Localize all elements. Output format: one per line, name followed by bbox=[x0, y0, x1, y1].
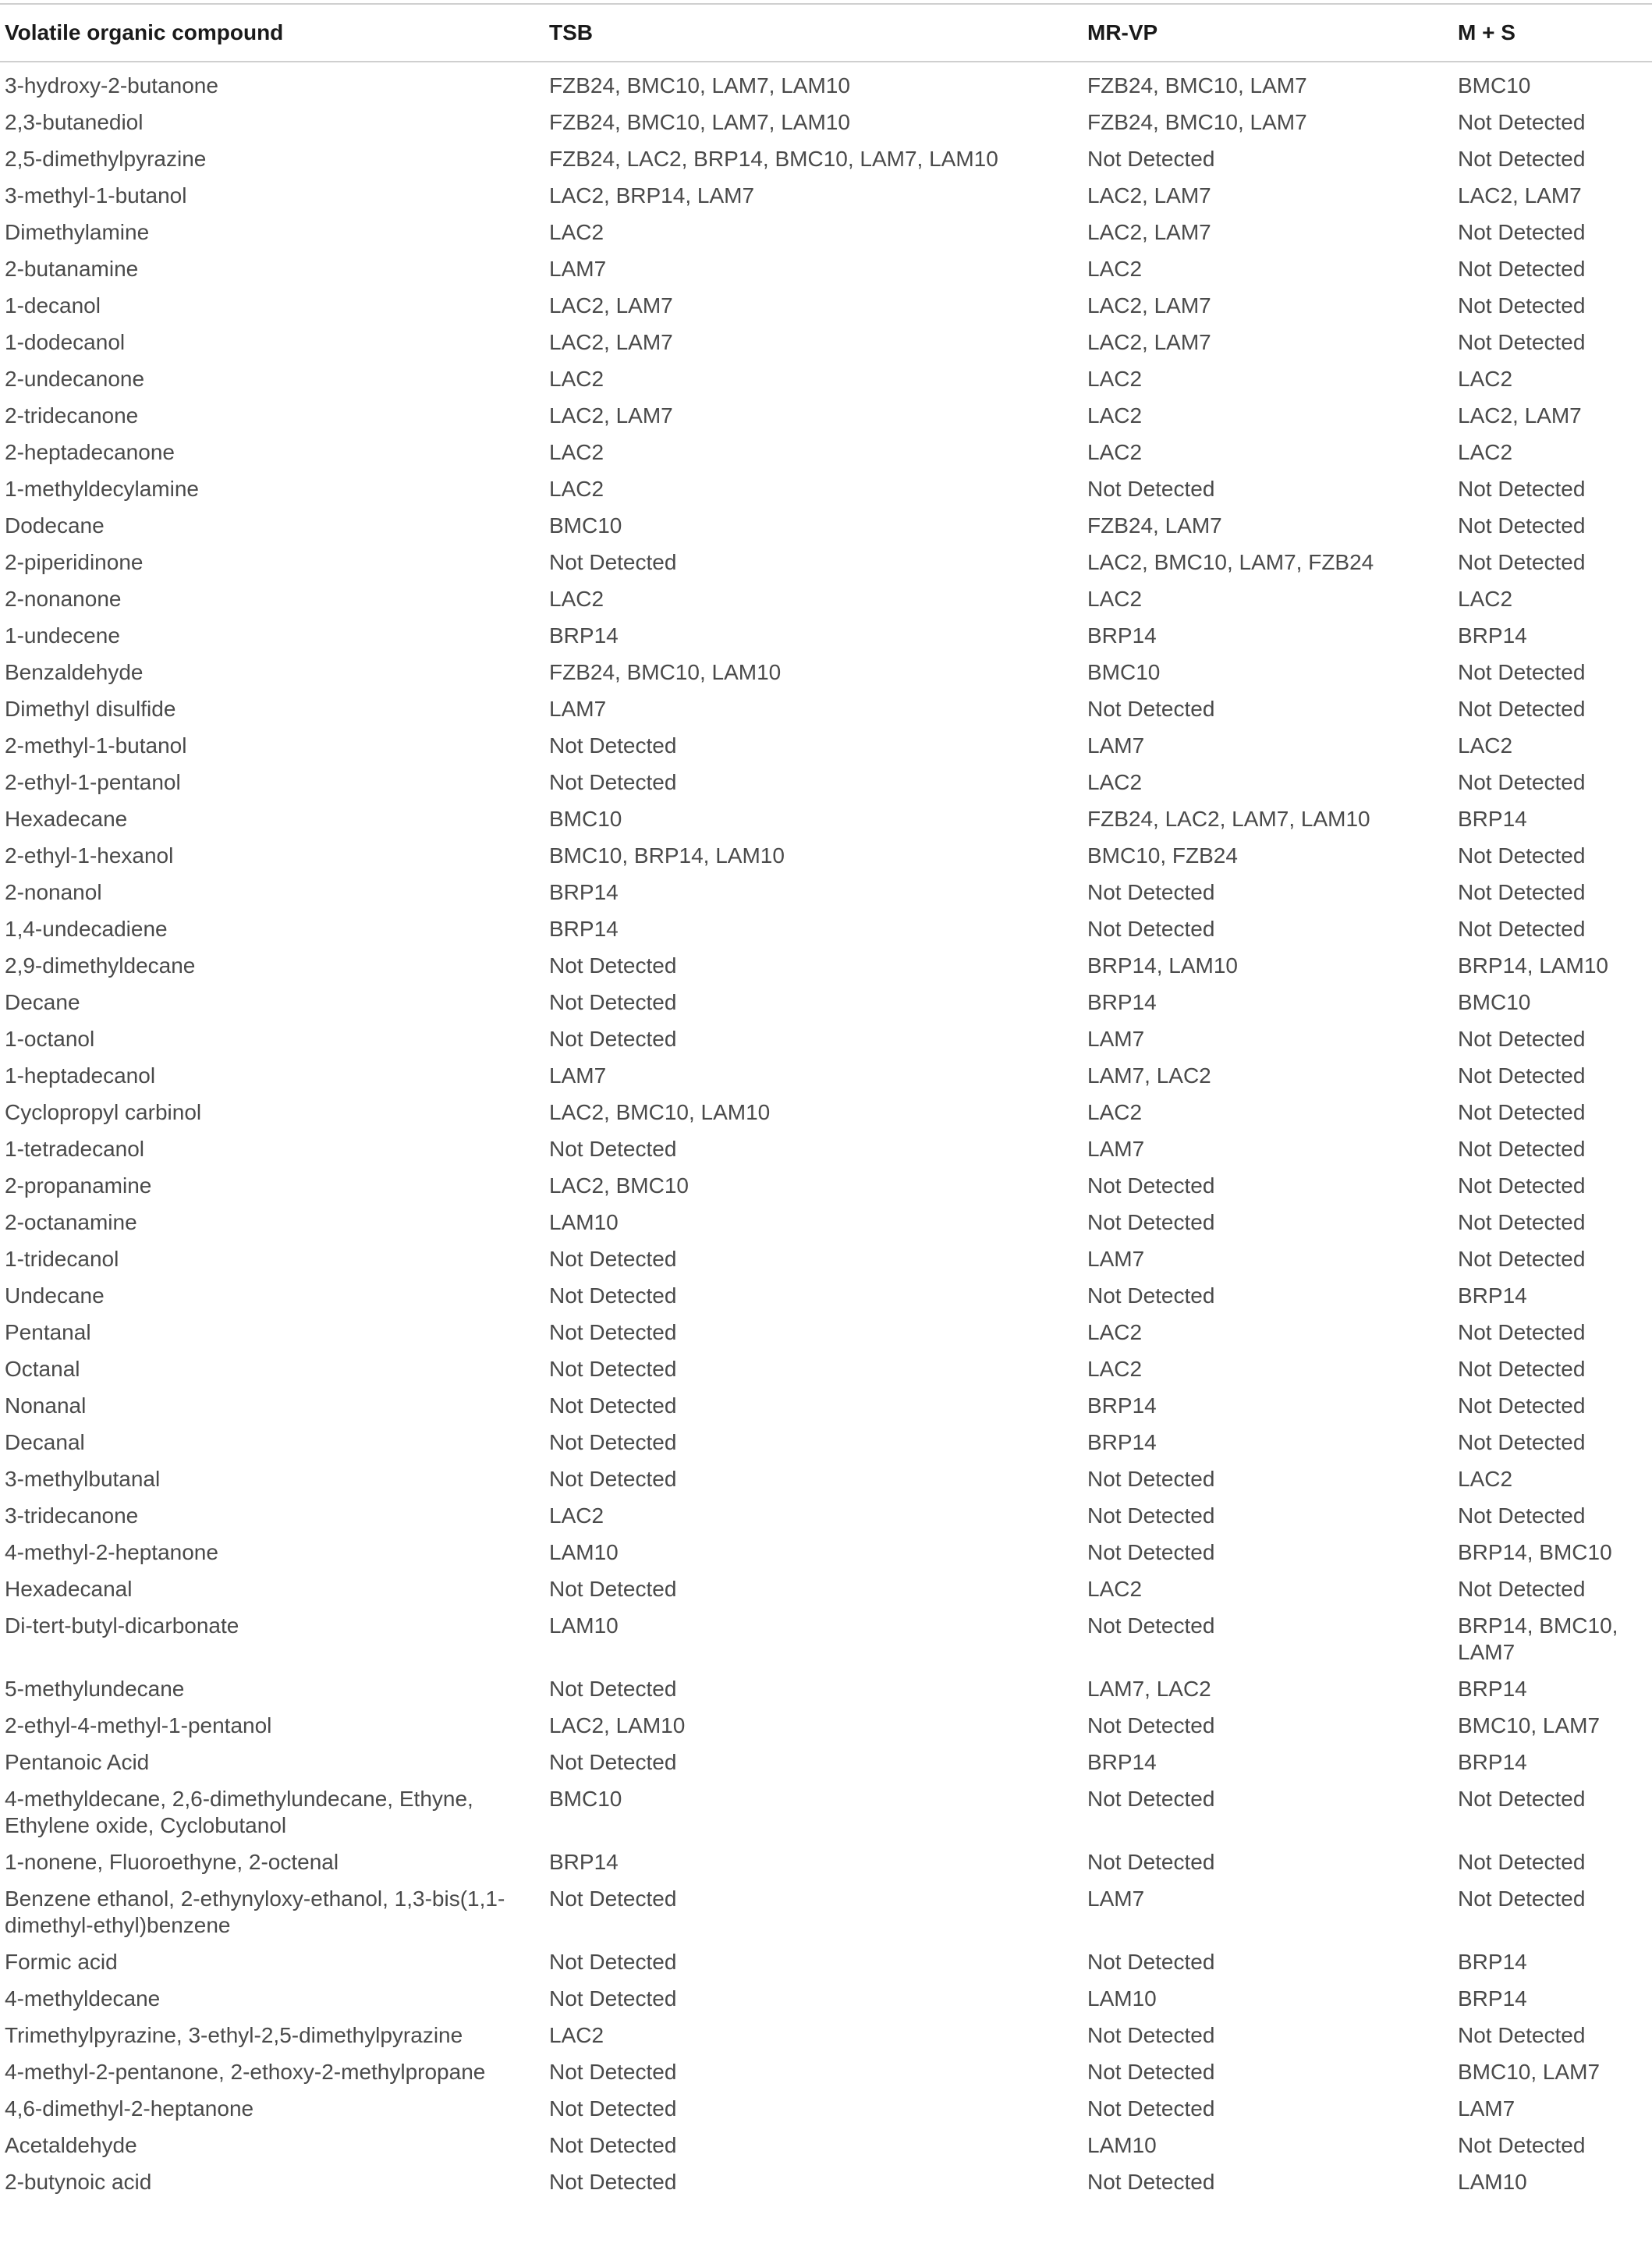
m-s-cell: LAM7 bbox=[1458, 2096, 1516, 2121]
mr-vp-cell: Not Detected bbox=[1087, 1850, 1215, 1874]
mr-vp-cell: LAC2 bbox=[1087, 770, 1143, 794]
table-row bbox=[0, 1844, 1652, 1881]
table-row bbox=[0, 251, 1652, 288]
compound-cell: Decane bbox=[5, 990, 80, 1014]
compound-cell: Decanal bbox=[5, 1430, 85, 1454]
tsb-cell: LAM10 bbox=[549, 1540, 619, 1564]
compound-cell: Trimethylpyrazine, 3-ethyl-2,5-dimethylpyrazine bbox=[5, 2023, 463, 2047]
table-row bbox=[0, 471, 1652, 508]
m-s-cell: LAC2 bbox=[1458, 733, 1513, 758]
tsb-cell: Not Detected bbox=[549, 550, 677, 574]
m-s-cell: BRP14, BMC10, LAM7 bbox=[1458, 1613, 1618, 1664]
tsb-cell: LAC2, LAM7 bbox=[549, 330, 673, 354]
table-row bbox=[0, 1571, 1652, 1608]
tsb-cell: Not Detected bbox=[549, 1577, 677, 1601]
m-s-cell: Not Detected bbox=[1458, 477, 1586, 501]
m-s-cell: Not Detected bbox=[1458, 220, 1586, 244]
table-row bbox=[0, 141, 1652, 178]
compound-cell: Nonanal bbox=[5, 1393, 87, 1418]
tsb-cell: Not Detected bbox=[549, 1393, 677, 1418]
mr-vp-cell: LAC2, LAM7 bbox=[1087, 293, 1211, 318]
tsb-cell: BRP14 bbox=[549, 1850, 619, 1874]
compound-cell: 2-heptadecanone bbox=[5, 440, 175, 464]
mr-vp-cell: LAC2 bbox=[1087, 587, 1143, 611]
m-s-cell: Not Detected bbox=[1458, 1100, 1586, 1124]
compound-cell: 2-piperidinone bbox=[5, 550, 144, 574]
m-s-cell: LAC2 bbox=[1458, 587, 1513, 611]
m-s-cell: Not Detected bbox=[1458, 1027, 1586, 1051]
table-row bbox=[0, 911, 1652, 948]
tsb-cell: FZB24, LAC2, BRP14, BMC10, LAM7, LAM10 bbox=[549, 147, 998, 171]
m-s-cell: Not Detected bbox=[1458, 1577, 1586, 1601]
tsb-cell: LAC2, BMC10 bbox=[549, 1173, 689, 1198]
m-s-cell: Not Detected bbox=[1458, 697, 1586, 721]
compound-cell: Formic acid bbox=[5, 1950, 118, 1974]
m-s-cell: Not Detected bbox=[1458, 110, 1586, 134]
m-s-cell: BMC10, LAM7 bbox=[1458, 1713, 1601, 1737]
table-row bbox=[0, 765, 1652, 801]
table-row bbox=[0, 361, 1652, 398]
table-row bbox=[0, 1781, 1652, 1844]
tsb-cell: Not Detected bbox=[549, 1137, 677, 1161]
compound-cell: Benzene ethanol, 2-ethynyloxy-ethanol, 1,3-bis(1,1-dimethyl-ethyl)benzene bbox=[5, 1887, 505, 1937]
header-compound: Volatile organic compound bbox=[0, 4, 544, 62]
table-row bbox=[0, 948, 1652, 985]
mr-vp-cell: BRP14 bbox=[1087, 1750, 1157, 1774]
tsb-cell: BRP14 bbox=[549, 623, 619, 648]
table-body bbox=[0, 62, 1652, 2201]
table-row bbox=[0, 691, 1652, 728]
tsb-cell: Not Detected bbox=[549, 1887, 677, 1911]
compound-cell: Hexadecanal bbox=[5, 1577, 133, 1601]
tsb-cell: Not Detected bbox=[549, 1430, 677, 1454]
compound-cell: 2-butanamine bbox=[5, 257, 139, 281]
compound-cell: 3-hydroxy-2-butanone bbox=[5, 73, 218, 98]
compound-cell: Undecane bbox=[5, 1283, 105, 1308]
mr-vp-cell: BRP14 bbox=[1087, 1393, 1157, 1418]
mr-vp-cell: FZB24, BMC10, LAM7 bbox=[1087, 73, 1307, 98]
mr-vp-cell: Not Detected bbox=[1087, 1950, 1215, 1974]
m-s-cell: BRP14 bbox=[1458, 1750, 1527, 1774]
table-row bbox=[0, 618, 1652, 655]
compound-cell: 2,5-dimethylpyrazine bbox=[5, 147, 207, 171]
table-row bbox=[0, 1241, 1652, 1278]
m-s-cell: Not Detected bbox=[1458, 1247, 1586, 1271]
mr-vp-cell: Not Detected bbox=[1087, 2023, 1215, 2047]
m-s-cell: Not Detected bbox=[1458, 1320, 1586, 1344]
mr-vp-cell: Not Detected bbox=[1087, 1540, 1215, 1564]
m-s-cell: Not Detected bbox=[1458, 660, 1586, 684]
m-s-cell: BRP14 bbox=[1458, 623, 1527, 648]
mr-vp-cell: Not Detected bbox=[1087, 477, 1215, 501]
compound-cell: Dodecane bbox=[5, 513, 105, 538]
table-row bbox=[0, 398, 1652, 435]
compound-cell: 4-methyldecane, 2,6-dimethylundecane, Ethyne, Ethylene oxide, Cyclobutanol bbox=[5, 1787, 473, 1837]
table-row bbox=[0, 1351, 1652, 1388]
table-row bbox=[0, 1168, 1652, 1205]
header-m-s: M + S bbox=[1453, 4, 1652, 62]
m-s-cell: Not Detected bbox=[1458, 330, 1586, 354]
m-s-cell: Not Detected bbox=[1458, 257, 1586, 281]
tsb-cell: FZB24, BMC10, LAM7, LAM10 bbox=[549, 73, 850, 98]
tsb-cell: Not Detected bbox=[549, 770, 677, 794]
tsb-cell: Not Detected bbox=[549, 1027, 677, 1051]
tsb-cell: LAC2, BRP14, LAM7 bbox=[549, 183, 755, 208]
m-s-cell: LAC2, LAM7 bbox=[1458, 403, 1582, 428]
compound-cell: 1-undecene bbox=[5, 623, 120, 648]
table-row bbox=[0, 1745, 1652, 1781]
table-row bbox=[0, 1461, 1652, 1498]
m-s-cell: Not Detected bbox=[1458, 1430, 1586, 1454]
compound-cell: Octanal bbox=[5, 1357, 80, 1381]
tsb-cell: Not Detected bbox=[549, 1283, 677, 1308]
m-s-cell: Not Detected bbox=[1458, 1357, 1586, 1381]
tsb-cell: Not Detected bbox=[549, 1750, 677, 1774]
compound-cell: 2-ethyl-1-hexanol bbox=[5, 843, 174, 868]
tsb-cell: Not Detected bbox=[549, 1357, 677, 1381]
compound-cell: Di-tert-butyl-dicarbonate bbox=[5, 1613, 239, 1638]
table-row bbox=[0, 178, 1652, 215]
mr-vp-cell: LAC2 bbox=[1087, 1320, 1143, 1344]
m-s-cell: BMC10 bbox=[1458, 73, 1531, 98]
compound-cell: 4-methyl-2-pentanone, 2-ethoxy-2-methylpropane bbox=[5, 2060, 486, 2084]
header-row bbox=[0, 4, 1652, 62]
m-s-cell: Not Detected bbox=[1458, 147, 1586, 171]
tsb-cell: LAC2 bbox=[549, 477, 604, 501]
tsb-cell: LAC2, LAM7 bbox=[549, 293, 673, 318]
mr-vp-cell: BRP14 bbox=[1087, 1430, 1157, 1454]
compound-cell: Pentanal bbox=[5, 1320, 91, 1344]
table-row bbox=[0, 2164, 1652, 2201]
table-row bbox=[0, 508, 1652, 545]
tsb-cell: Not Detected bbox=[549, 1320, 677, 1344]
mr-vp-cell: BMC10 bbox=[1087, 660, 1161, 684]
m-s-cell: Not Detected bbox=[1458, 1210, 1586, 1234]
table-row bbox=[0, 2054, 1652, 2091]
tsb-cell: Not Detected bbox=[549, 1677, 677, 1701]
tsb-cell: LAC2 bbox=[549, 1503, 604, 1528]
mr-vp-cell: Not Detected bbox=[1087, 1210, 1215, 1234]
tsb-cell: Not Detected bbox=[549, 2060, 677, 2084]
mr-vp-cell: LAC2, BMC10, LAM7, FZB24 bbox=[1087, 550, 1374, 574]
m-s-cell: LAC2 bbox=[1458, 367, 1513, 391]
m-s-cell: Not Detected bbox=[1458, 1173, 1586, 1198]
mr-vp-cell: BRP14 bbox=[1087, 623, 1157, 648]
m-s-cell: BRP14 bbox=[1458, 807, 1527, 831]
table-row bbox=[0, 1608, 1652, 1671]
table-row bbox=[0, 545, 1652, 581]
table-row bbox=[0, 801, 1652, 838]
m-s-cell: Not Detected bbox=[1458, 917, 1586, 941]
table-row bbox=[0, 325, 1652, 361]
compound-cell: Acetaldehyde bbox=[5, 2133, 137, 2157]
table-row bbox=[0, 288, 1652, 325]
table-row bbox=[0, 838, 1652, 875]
mr-vp-cell: LAC2, LAM7 bbox=[1087, 183, 1211, 208]
tsb-cell: LAC2 bbox=[549, 367, 604, 391]
mr-vp-cell: Not Detected bbox=[1087, 1467, 1215, 1491]
compound-cell: 2-nonanol bbox=[5, 880, 102, 904]
tsb-cell: Not Detected bbox=[549, 990, 677, 1014]
m-s-cell: Not Detected bbox=[1458, 1850, 1586, 1874]
compound-cell: 1-tetradecanol bbox=[5, 1137, 145, 1161]
m-s-cell: BRP14, BMC10 bbox=[1458, 1540, 1612, 1564]
table-row bbox=[0, 1131, 1652, 1168]
table-row bbox=[0, 1205, 1652, 1241]
m-s-cell: Not Detected bbox=[1458, 1137, 1586, 1161]
table-row bbox=[0, 1981, 1652, 2018]
mr-vp-cell: Not Detected bbox=[1087, 147, 1215, 171]
table-header bbox=[0, 4, 1652, 62]
table-row bbox=[0, 581, 1652, 618]
m-s-cell: Not Detected bbox=[1458, 770, 1586, 794]
tsb-cell: Not Detected bbox=[549, 2170, 677, 2194]
m-s-cell: Not Detected bbox=[1458, 1063, 1586, 1088]
voc-table bbox=[0, 3, 1652, 2201]
tsb-cell: LAC2 bbox=[549, 440, 604, 464]
table-row bbox=[0, 985, 1652, 1021]
tsb-cell: Not Detected bbox=[549, 2133, 677, 2157]
compound-cell: 1-nonene, Fluoroethyne, 2-octenal bbox=[5, 1850, 339, 1874]
compound-cell: Benzaldehyde bbox=[5, 660, 144, 684]
mr-vp-cell: LAC2, LAM7 bbox=[1087, 220, 1211, 244]
tsb-cell: Not Detected bbox=[549, 1467, 677, 1491]
tsb-cell: FZB24, BMC10, LAM7, LAM10 bbox=[549, 110, 850, 134]
compound-cell: 2-methyl-1-butanol bbox=[5, 733, 187, 758]
tsb-cell: LAC2 bbox=[549, 587, 604, 611]
m-s-cell: Not Detected bbox=[1458, 843, 1586, 868]
compound-cell: Cyclopropyl carbinol bbox=[5, 1100, 202, 1124]
tsb-cell: LAM10 bbox=[549, 1613, 619, 1638]
compound-cell: 5-methylundecane bbox=[5, 1677, 185, 1701]
table-row bbox=[0, 105, 1652, 141]
m-s-cell: BMC10, LAM7 bbox=[1458, 2060, 1601, 2084]
table-row bbox=[0, 875, 1652, 911]
m-s-cell: Not Detected bbox=[1458, 1393, 1586, 1418]
table-row bbox=[0, 2018, 1652, 2054]
table-row bbox=[0, 215, 1652, 251]
tsb-cell: LAC2, LAM7 bbox=[549, 403, 673, 428]
mr-vp-cell: LAC2 bbox=[1087, 367, 1143, 391]
m-s-cell: Not Detected bbox=[1458, 293, 1586, 318]
tsb-cell: BRP14 bbox=[549, 917, 619, 941]
table-row bbox=[0, 728, 1652, 765]
table-row bbox=[0, 2128, 1652, 2164]
mr-vp-cell: BRP14 bbox=[1087, 990, 1157, 1014]
compound-cell: Dimethyl disulfide bbox=[5, 697, 176, 721]
table-row bbox=[0, 1388, 1652, 1425]
mr-vp-cell: Not Detected bbox=[1087, 1503, 1215, 1528]
mr-vp-cell: LAC2, LAM7 bbox=[1087, 330, 1211, 354]
compound-cell: 1,4-undecadiene bbox=[5, 917, 168, 941]
tsb-cell: LAM7 bbox=[549, 697, 607, 721]
tsb-cell: LAC2 bbox=[549, 220, 604, 244]
mr-vp-cell: LAM7 bbox=[1087, 1027, 1145, 1051]
table-row bbox=[0, 1425, 1652, 1461]
mr-vp-cell: LAM7 bbox=[1087, 1247, 1145, 1271]
mr-vp-cell: FZB24, BMC10, LAM7 bbox=[1087, 110, 1307, 134]
mr-vp-cell: Not Detected bbox=[1087, 2060, 1215, 2084]
compound-cell: 4-methyl-2-heptanone bbox=[5, 1540, 218, 1564]
mr-vp-cell: Not Detected bbox=[1087, 1713, 1215, 1737]
mr-vp-cell: LAC2 bbox=[1087, 1100, 1143, 1124]
mr-vp-cell: LAM7, LAC2 bbox=[1087, 1063, 1211, 1088]
tsb-cell: BMC10 bbox=[549, 1787, 622, 1811]
m-s-cell: BRP14 bbox=[1458, 1986, 1527, 2011]
tsb-cell: BMC10, BRP14, LAM10 bbox=[549, 843, 785, 868]
mr-vp-cell: Not Detected bbox=[1087, 2096, 1215, 2121]
compound-cell: Hexadecane bbox=[5, 807, 128, 831]
tsb-cell: FZB24, BMC10, LAM10 bbox=[549, 660, 782, 684]
table-row bbox=[0, 435, 1652, 471]
mr-vp-cell: Not Detected bbox=[1087, 1283, 1215, 1308]
table-row bbox=[0, 62, 1652, 105]
table-row bbox=[0, 1315, 1652, 1351]
compound-cell: 2,9-dimethyldecane bbox=[5, 953, 196, 978]
tsb-cell: LAC2, LAM10 bbox=[549, 1713, 686, 1737]
compound-cell: 1-decanol bbox=[5, 293, 101, 318]
mr-vp-cell: Not Detected bbox=[1087, 1787, 1215, 1811]
compound-cell: 2-ethyl-4-methyl-1-pentanol bbox=[5, 1713, 272, 1737]
mr-vp-cell: LAM7, LAC2 bbox=[1087, 1677, 1211, 1701]
m-s-cell: Not Detected bbox=[1458, 2023, 1586, 2047]
table-row bbox=[0, 1708, 1652, 1745]
m-s-cell: BMC10 bbox=[1458, 990, 1531, 1014]
tsb-cell: LAM10 bbox=[549, 1210, 619, 1234]
compound-cell: 2-butynoic acid bbox=[5, 2170, 152, 2194]
compound-cell: 2-octanamine bbox=[5, 1210, 137, 1234]
m-s-cell: Not Detected bbox=[1458, 1787, 1586, 1811]
table-row bbox=[0, 1671, 1652, 1708]
mr-vp-cell: Not Detected bbox=[1087, 2170, 1215, 2194]
m-s-cell: Not Detected bbox=[1458, 550, 1586, 574]
m-s-cell: LAC2 bbox=[1458, 440, 1513, 464]
compound-cell: 2-ethyl-1-pentanol bbox=[5, 770, 181, 794]
compound-cell: 2-nonanone bbox=[5, 587, 122, 611]
compound-cell: 2-propanamine bbox=[5, 1173, 152, 1198]
m-s-cell: LAM10 bbox=[1458, 2170, 1527, 2194]
mr-vp-cell: LAM10 bbox=[1087, 2133, 1157, 2157]
m-s-cell: Not Detected bbox=[1458, 880, 1586, 904]
table-row bbox=[0, 1278, 1652, 1315]
header-tsb: TSB bbox=[544, 4, 1083, 62]
mr-vp-cell: Not Detected bbox=[1087, 1613, 1215, 1638]
m-s-cell: BRP14 bbox=[1458, 1950, 1527, 1974]
m-s-cell: Not Detected bbox=[1458, 1503, 1586, 1528]
compound-cell: 3-methylbutanal bbox=[5, 1467, 161, 1491]
table-row bbox=[0, 1021, 1652, 1058]
tsb-cell: Not Detected bbox=[549, 733, 677, 758]
compound-cell: Pentanoic Acid bbox=[5, 1750, 150, 1774]
tsb-cell: BMC10 bbox=[549, 513, 622, 538]
compound-cell: 1-heptadecanol bbox=[5, 1063, 156, 1088]
m-s-cell: Not Detected bbox=[1458, 2133, 1586, 2157]
tsb-cell: Not Detected bbox=[549, 1986, 677, 2011]
compound-cell: 3-tridecanone bbox=[5, 1503, 139, 1528]
mr-vp-cell: BMC10, FZB24 bbox=[1087, 843, 1238, 868]
tsb-cell: LAC2 bbox=[549, 2023, 604, 2047]
m-s-cell: LAC2, LAM7 bbox=[1458, 183, 1582, 208]
compound-cell: 2,3-butanediol bbox=[5, 110, 144, 134]
m-s-cell: LAC2 bbox=[1458, 1467, 1513, 1491]
compound-cell: 3-methyl-1-butanol bbox=[5, 183, 187, 208]
compound-cell: 1-tridecanol bbox=[5, 1247, 119, 1271]
table-row bbox=[0, 1095, 1652, 1131]
compound-cell: 1-dodecanol bbox=[5, 330, 126, 354]
tsb-cell: LAM7 bbox=[549, 1063, 607, 1088]
compound-cell: Dimethylamine bbox=[5, 220, 150, 244]
compound-cell: 1-methyldecylamine bbox=[5, 477, 199, 501]
m-s-cell: BRP14 bbox=[1458, 1283, 1527, 1308]
table-row bbox=[0, 655, 1652, 691]
mr-vp-cell: LAC2 bbox=[1087, 1357, 1143, 1381]
tsb-cell: Not Detected bbox=[549, 953, 677, 978]
mr-vp-cell: LAC2 bbox=[1087, 403, 1143, 428]
mr-vp-cell: Not Detected bbox=[1087, 917, 1215, 941]
tsb-cell: LAC2, BMC10, LAM10 bbox=[549, 1100, 771, 1124]
mr-vp-cell: BRP14, LAM10 bbox=[1087, 953, 1238, 978]
table-row bbox=[0, 2091, 1652, 2128]
mr-vp-cell: LAM7 bbox=[1087, 1137, 1145, 1161]
tsb-cell: LAM7 bbox=[549, 257, 607, 281]
mr-vp-cell: FZB24, LAM7 bbox=[1087, 513, 1222, 538]
tsb-cell: BMC10 bbox=[549, 807, 622, 831]
compound-cell: 2-tridecanone bbox=[5, 403, 139, 428]
mr-vp-cell: LAC2 bbox=[1087, 1577, 1143, 1601]
mr-vp-cell: LAC2 bbox=[1087, 440, 1143, 464]
tsb-cell: Not Detected bbox=[549, 2096, 677, 2121]
table-row bbox=[0, 1535, 1652, 1571]
compound-cell: 4-methyldecane bbox=[5, 1986, 161, 2011]
mr-vp-cell: Not Detected bbox=[1087, 1173, 1215, 1198]
tsb-cell: BRP14 bbox=[549, 880, 619, 904]
mr-vp-cell: LAC2 bbox=[1087, 257, 1143, 281]
m-s-cell: Not Detected bbox=[1458, 513, 1586, 538]
compound-cell: 4,6-dimethyl-2-heptanone bbox=[5, 2096, 254, 2121]
mr-vp-cell: Not Detected bbox=[1087, 880, 1215, 904]
table-row bbox=[0, 1058, 1652, 1095]
tsb-cell: Not Detected bbox=[549, 1247, 677, 1271]
compound-cell: 1-octanol bbox=[5, 1027, 95, 1051]
m-s-cell: BRP14 bbox=[1458, 1677, 1527, 1701]
mr-vp-cell: FZB24, LAC2, LAM7, LAM10 bbox=[1087, 807, 1370, 831]
mr-vp-cell: LAM7 bbox=[1087, 733, 1145, 758]
table-row bbox=[0, 1944, 1652, 1981]
compound-cell: 2-undecanone bbox=[5, 367, 145, 391]
table-row bbox=[0, 1498, 1652, 1535]
m-s-cell: BRP14, LAM10 bbox=[1458, 953, 1608, 978]
mr-vp-cell: Not Detected bbox=[1087, 697, 1215, 721]
header-mr-vp: MR-VP bbox=[1083, 4, 1453, 62]
mr-vp-cell: LAM7 bbox=[1087, 1887, 1145, 1911]
table-row bbox=[0, 1881, 1652, 1944]
m-s-cell: Not Detected bbox=[1458, 1887, 1586, 1911]
tsb-cell: Not Detected bbox=[549, 1950, 677, 1974]
mr-vp-cell: LAM10 bbox=[1087, 1986, 1157, 2011]
